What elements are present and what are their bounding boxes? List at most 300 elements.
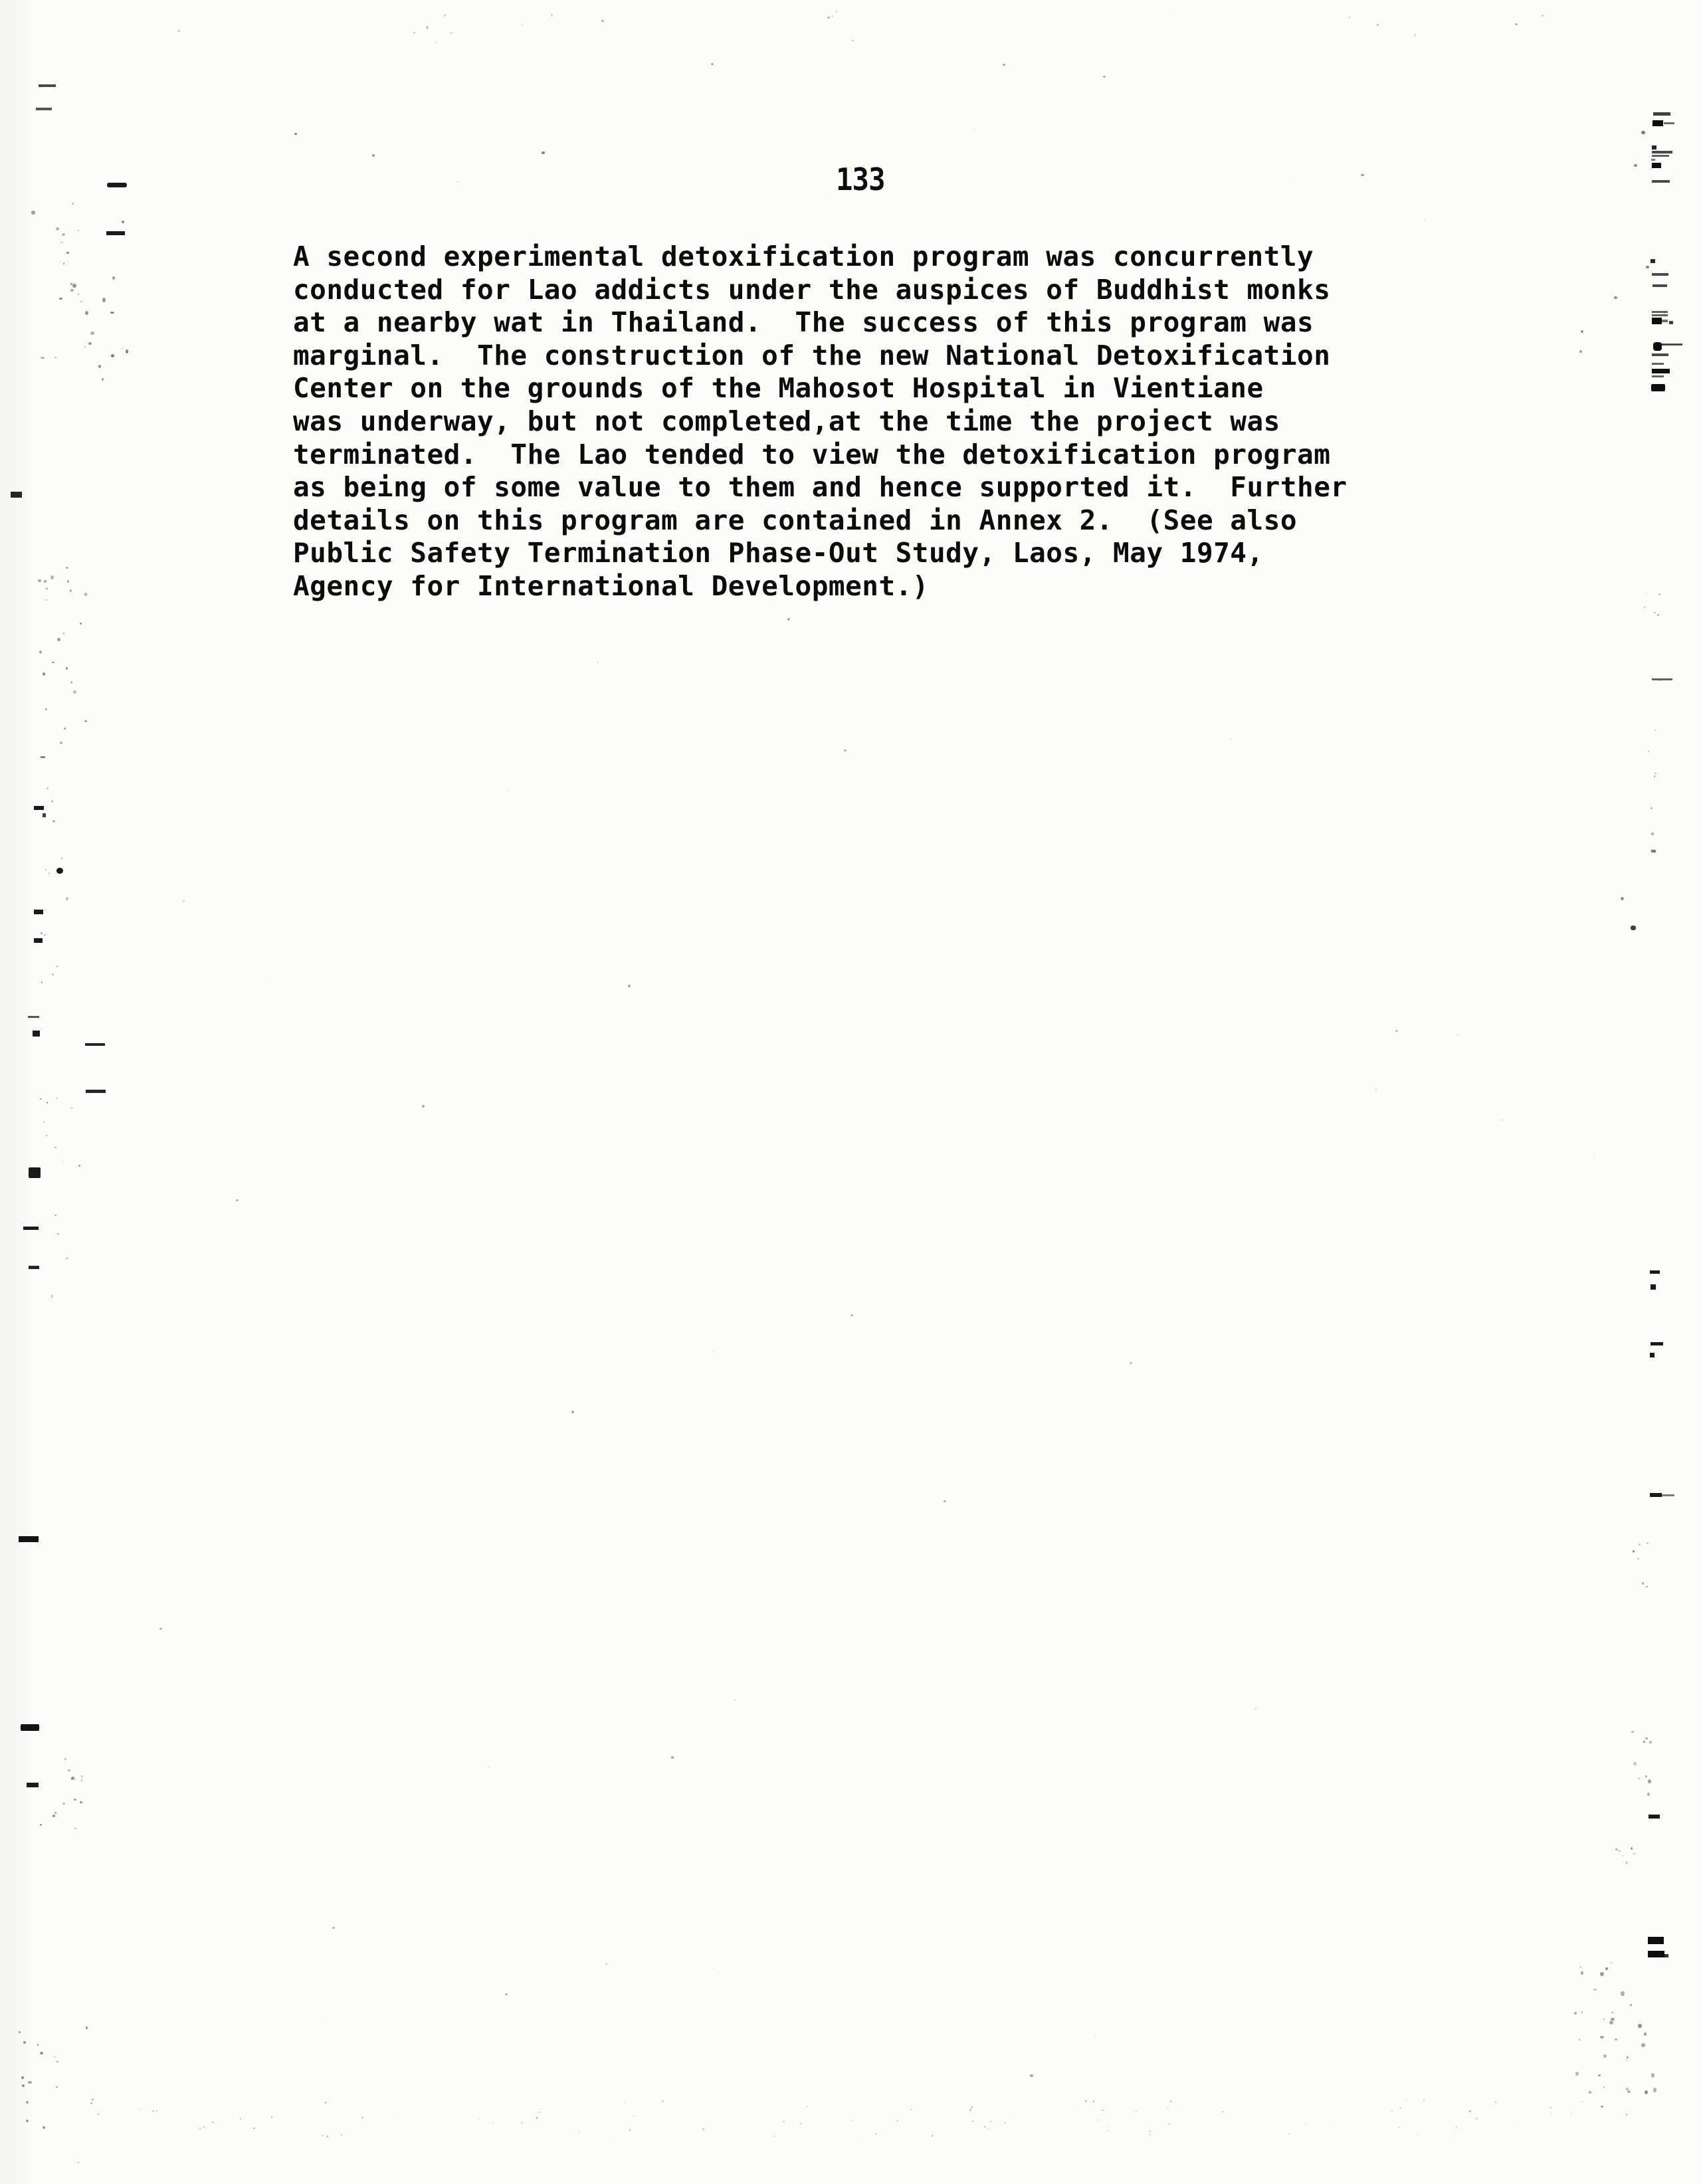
scan-mark (628, 985, 631, 987)
text-line: as being of some value to them and hence supported it. Further (293, 471, 1348, 504)
noise-speck (37, 2044, 39, 2045)
noise-speck (52, 973, 54, 975)
scan-mark (1621, 897, 1624, 900)
noise-speck (1423, 2100, 1425, 2101)
noise-speck (56, 227, 59, 231)
noise-speck (52, 662, 54, 664)
noise-speck (46, 599, 48, 601)
noise-speck (1657, 614, 1659, 617)
scan-mark (294, 133, 297, 135)
noise-speck (579, 2131, 580, 2132)
noise-speck (111, 354, 114, 357)
noise-speck (80, 301, 82, 302)
scan-mark (1648, 1937, 1664, 1944)
noise-speck (1605, 1967, 1608, 1971)
noise-speck (1149, 2134, 1150, 2135)
noise-speck (1611, 1962, 1612, 1963)
noise-speck (43, 2126, 45, 2129)
noise-speck (971, 2106, 973, 2108)
noise-speck (492, 2122, 494, 2123)
noise-speck (1611, 2012, 1613, 2014)
scan-mark (1652, 146, 1656, 149)
noise-speck (1375, 1088, 1377, 1090)
noise-speck (126, 349, 128, 353)
noise-speck (1658, 593, 1660, 595)
noise-speck (41, 932, 43, 934)
noise-speck (1600, 1972, 1604, 1977)
noise-speck (56, 965, 58, 967)
noise-speck (92, 2099, 94, 2100)
noise-speck (1633, 1762, 1637, 1766)
scan-mark (542, 151, 545, 154)
noise-speck (84, 720, 87, 723)
noise-speck (54, 2056, 55, 2058)
scan-mark (1648, 1951, 1664, 1957)
noise-speck (1633, 1550, 1635, 1551)
noise-speck (156, 2110, 157, 2112)
noise-speck (44, 580, 47, 583)
noise-speck (84, 346, 86, 347)
noise-speck (972, 2120, 973, 2122)
noise-speck (110, 312, 114, 314)
noise-speck (45, 708, 47, 710)
scan-mark (787, 618, 790, 621)
noise-speck (1454, 2133, 1455, 2134)
noise-speck (1254, 1708, 1256, 1710)
noise-speck (478, 2119, 480, 2120)
noise-speck (45, 869, 47, 870)
scan-mark (1652, 120, 1663, 126)
noise-speck (152, 2110, 154, 2112)
scan-mark (86, 1090, 106, 1093)
noise-speck (1230, 738, 1231, 740)
scan-mark (844, 749, 847, 751)
noise-speck (63, 263, 65, 264)
noise-speck (1469, 2110, 1471, 2112)
noise-speck (1593, 1989, 1596, 1991)
noise-speck (932, 2135, 934, 2137)
noise-speck (98, 365, 101, 368)
noise-speck (943, 2018, 944, 2019)
scan-mark (1653, 342, 1662, 351)
noise-speck (1659, 680, 1662, 682)
noise-speck (41, 981, 43, 983)
scan-mark (1579, 350, 1582, 353)
noise-speck (240, 2118, 241, 2120)
noise-speck (60, 742, 62, 744)
scan-mark (1130, 1362, 1132, 1364)
noise-speck (70, 289, 74, 292)
scan-mark (28, 1016, 39, 1018)
scan-mark (422, 1105, 425, 1108)
noise-speck (1093, 2100, 1094, 2102)
noise-speck (1626, 1862, 1627, 1864)
noise-speck (783, 2121, 785, 2123)
noise-speck (1581, 2101, 1583, 2102)
noise-speck (456, 181, 458, 183)
noise-speck (54, 1215, 56, 1216)
noise-speck (85, 311, 88, 315)
noise-speck (1533, 1951, 1534, 1952)
scan-mark (1652, 180, 1670, 183)
scan-mark (107, 183, 127, 187)
noise-speck (61, 858, 63, 859)
noise-speck (734, 1700, 735, 1701)
noise-speck (56, 2086, 58, 2088)
noise-speck (1004, 2122, 1006, 2124)
noise-speck (72, 1777, 74, 1779)
noise-speck (57, 1233, 59, 1235)
noise-speck (39, 650, 42, 654)
noise-speck (911, 2109, 912, 2110)
scan-mark (850, 1314, 853, 1316)
noise-speck (536, 2117, 538, 2119)
scan-mark (827, 17, 830, 19)
noise-speck (1631, 1731, 1634, 1733)
noise-speck (1644, 2033, 1647, 2035)
noise-speck (1581, 1971, 1584, 1975)
scan-mark (1652, 678, 1672, 680)
noise-speck (1574, 2012, 1577, 2015)
noise-speck (322, 2135, 323, 2137)
noise-speck (1647, 1542, 1649, 1545)
noise-speck (19, 2031, 21, 2033)
scan-mark (34, 910, 43, 914)
scan-mark (21, 1724, 39, 1731)
noise-speck (852, 40, 854, 41)
noise-speck (72, 203, 74, 205)
noise-speck (1600, 2036, 1604, 2038)
noise-speck (40, 2052, 44, 2054)
noise-speck (1424, 219, 1426, 221)
noise-speck (488, 1767, 490, 1768)
noise-speck (1611, 2018, 1615, 2021)
noise-speck (57, 638, 60, 642)
noise-speck (178, 30, 180, 32)
noise-speck (1643, 1741, 1645, 1743)
noise-speck (90, 332, 94, 336)
noise-speck (1082, 202, 1083, 203)
noise-speck (1550, 2113, 1551, 2114)
noise-speck (46, 587, 49, 590)
noise-speck (1417, 2135, 1419, 2136)
noise-speck (608, 2136, 609, 2137)
scan-mark (1664, 1954, 1668, 1957)
noise-speck (1414, 34, 1416, 36)
noise-speck (112, 276, 116, 280)
noise-speck (28, 2081, 31, 2084)
noise-speck (1630, 2004, 1632, 2006)
noise-speck (327, 2135, 328, 2137)
noise-speck (1621, 1991, 1625, 1996)
noise-speck (1603, 2054, 1607, 2058)
noise-speck (137, 643, 138, 644)
noise-speck (1646, 594, 1648, 595)
noise-speck (1637, 1558, 1639, 1559)
noise-speck (774, 2135, 775, 2137)
noise-speck (1167, 2108, 1169, 2109)
text-line: A second experimental detoxification program was concurrently (293, 241, 1314, 272)
noise-speck (44, 934, 46, 936)
noise-speck (74, 1779, 76, 1780)
noise-speck (807, 2106, 808, 2107)
scan-mark (1614, 296, 1617, 299)
noise-speck (507, 789, 508, 791)
noise-speck (38, 579, 41, 582)
scan-mark (1651, 1284, 1656, 1290)
noise-speck (66, 667, 68, 670)
scan-mark (1651, 259, 1655, 263)
noise-speck (1102, 2110, 1104, 2111)
noise-speck (51, 1295, 53, 1297)
noise-speck (26, 2120, 29, 2122)
noise-speck (1391, 2110, 1393, 2112)
scan-mark (29, 1167, 41, 1178)
scan-mark (159, 1628, 162, 1630)
noise-speck (66, 252, 69, 254)
scan-mark (1581, 330, 1583, 333)
scan-mark (29, 1266, 39, 1269)
noise-speck (41, 357, 45, 359)
noise-speck (1492, 2106, 1494, 2107)
noise-speck (1580, 1966, 1582, 1968)
noise-speck (122, 221, 124, 223)
noise-speck (990, 2121, 991, 2122)
noise-speck (47, 787, 49, 789)
noise-speck (51, 800, 53, 803)
scan-mark (1652, 375, 1664, 377)
scan-mark (1651, 850, 1656, 852)
noise-speck (341, 2134, 342, 2136)
noise-speck (835, 1406, 837, 1407)
scan-mark (56, 868, 63, 874)
noise-speck (988, 2129, 989, 2130)
noise-speck (64, 1758, 66, 1760)
noise-speck (1642, 1582, 1645, 1585)
noise-speck (1641, 2043, 1645, 2046)
scan-mark (1649, 1815, 1660, 1819)
noise-speck (80, 623, 82, 625)
noise-speck (49, 872, 50, 874)
text-line: terminated. The Lao tended to view the detoxification program (293, 438, 1331, 470)
noise-speck (22, 2084, 25, 2087)
noise-speck (73, 690, 76, 694)
noise-speck (1627, 2056, 1629, 2059)
noise-speck (1495, 2102, 1496, 2103)
noise-speck (1651, 807, 1652, 809)
noise-speck (1651, 2073, 1655, 2078)
scan-mark (1651, 384, 1665, 391)
scan-mark (1669, 321, 1673, 324)
noise-speck (81, 1775, 82, 1777)
noise-speck (74, 1828, 76, 1829)
scan-mark (19, 1536, 39, 1542)
scan-mark (39, 84, 56, 87)
scan-mark (1515, 23, 1518, 25)
scan-mark (34, 938, 43, 943)
scan-mark (41, 756, 45, 758)
noise-speck (1456, 1035, 1458, 1037)
noise-speck (212, 2122, 214, 2123)
noise-speck (536, 2112, 538, 2114)
noise-speck (70, 681, 73, 684)
scan-mark (1652, 273, 1668, 276)
noise-speck (1108, 2130, 1109, 2131)
scan-mark (1652, 314, 1668, 316)
noise-speck (1609, 2021, 1613, 2025)
noise-speck (50, 575, 53, 579)
noise-speck (835, 11, 837, 12)
scan-mark (85, 1043, 105, 1046)
noise-speck (21, 2076, 24, 2079)
noise-speck (1231, 1769, 1232, 1770)
noise-speck (52, 820, 54, 822)
scan-mark (601, 20, 604, 22)
noise-speck (90, 2102, 92, 2104)
scan-mark (1650, 1270, 1660, 1274)
noise-speck (1593, 1157, 1595, 1158)
noise-speck (1349, 17, 1351, 19)
noise-speck (361, 2117, 363, 2118)
scan-mark (106, 231, 125, 235)
noise-speck (800, 2123, 801, 2124)
noise-speck (662, 2100, 664, 2102)
noise-speck (426, 26, 429, 29)
noise-speck (1654, 730, 1656, 731)
noise-speck (969, 2109, 971, 2111)
noise-speck (597, 661, 599, 662)
noise-speck (1646, 1586, 1648, 1587)
noise-speck (54, 1812, 56, 1814)
noise-speck (958, 2133, 959, 2134)
noise-speck (81, 1779, 82, 1781)
scan-mark (711, 63, 714, 65)
noise-speck (64, 728, 66, 730)
scan-mark (1634, 164, 1637, 167)
noise-speck (1098, 2120, 1099, 2121)
scan-mark (236, 1199, 239, 1201)
noise-speck (1085, 2100, 1087, 2102)
noise-speck (435, 42, 437, 44)
body-paragraph (293, 241, 1348, 603)
noise-speck (521, 2122, 523, 2124)
noise-speck (52, 1815, 55, 1817)
noise-speck (1550, 2107, 1551, 2109)
scan-mark (1641, 131, 1645, 134)
noise-speck (1506, 2109, 1507, 2110)
noise-speck (40, 1098, 42, 1100)
scan-mark (1662, 320, 1668, 322)
noise-speck (56, 1098, 58, 1099)
noise-speck (897, 2120, 899, 2122)
scan-mark (505, 1993, 508, 1995)
noise-speck (1136, 2111, 1138, 2112)
noise-speck (1206, 1638, 1207, 1639)
scan-mark (43, 813, 46, 817)
noise-speck (74, 1799, 76, 1801)
noise-speck (1603, 2019, 1605, 2021)
noise-speck (43, 672, 45, 676)
noise-speck (70, 283, 72, 285)
noise-speck (1094, 2036, 1096, 2037)
text-line: Public Safety Termination Phase-Out Study, Laos, May 1974, (293, 537, 1264, 569)
noise-speck (78, 230, 79, 231)
scan-mark (1662, 1494, 1674, 1496)
noise-speck (72, 284, 76, 288)
noise-speck (1579, 2039, 1581, 2040)
noise-speck (98, 2114, 99, 2115)
noise-speck (973, 128, 974, 130)
noise-speck (1399, 2127, 1401, 2128)
noise-speck (122, 348, 123, 349)
noise-speck (70, 589, 72, 592)
noise-speck (832, 15, 833, 17)
scan-mark (1653, 112, 1670, 116)
noise-speck (1222, 2111, 1223, 2112)
scan-mark (1652, 353, 1668, 356)
noise-speck (325, 2102, 326, 2104)
noise-speck (1626, 2059, 1627, 2060)
noise-speck (1644, 607, 1646, 608)
noise-speck (1595, 617, 1596, 618)
noise-speck (522, 25, 523, 26)
noise-speck (271, 2116, 273, 2118)
noise-speck (1633, 1853, 1635, 1854)
scan-mark (1651, 1342, 1663, 1345)
scan-mark (1103, 76, 1106, 78)
noise-speck (1639, 1778, 1640, 1779)
noise-speck (1651, 833, 1654, 835)
noise-speck (54, 357, 56, 358)
noise-speck (183, 900, 185, 902)
noise-speck (1601, 2106, 1604, 2108)
scan-mark (23, 1227, 39, 1230)
text-line: was underway, but not completed,at the time the project was (293, 405, 1280, 437)
noise-speck (629, 2129, 631, 2131)
scan-mark (332, 1927, 335, 1929)
noise-speck (102, 298, 106, 302)
noise-speck (47, 1102, 49, 1104)
scan-mark (944, 1500, 946, 1502)
noise-speck (1470, 1327, 1471, 1328)
noise-speck (26, 2101, 29, 2104)
noise-speck (46, 1135, 47, 1137)
noise-speck (828, 193, 829, 194)
noise-speck (1175, 13, 1177, 14)
scan-mark (1660, 344, 1682, 346)
noise-speck (1627, 2090, 1631, 2092)
noise-speck (851, 2120, 852, 2122)
noise-speck (1518, 2127, 1519, 2128)
noise-speck (1288, 2133, 1290, 2134)
scan-mark (27, 1783, 39, 1787)
noise-speck (31, 211, 35, 215)
scan-mark (33, 1031, 40, 1037)
scan-mark (1395, 1030, 1398, 1032)
noise-speck (1633, 1551, 1635, 1553)
noise-speck (1456, 2126, 1457, 2128)
noise-speck (1571, 2113, 1572, 2114)
scan-mark (1651, 159, 1655, 161)
noise-speck (243, 1728, 245, 1729)
noise-speck (80, 1801, 83, 1803)
noise-speck (1654, 775, 1655, 777)
text-line: at a nearby wat in Thailand. The success of this program was (293, 306, 1314, 339)
noise-speck (1542, 15, 1544, 17)
scan-mark (11, 492, 22, 498)
scan-mark (571, 1411, 574, 1413)
scan-mark (1361, 174, 1364, 176)
